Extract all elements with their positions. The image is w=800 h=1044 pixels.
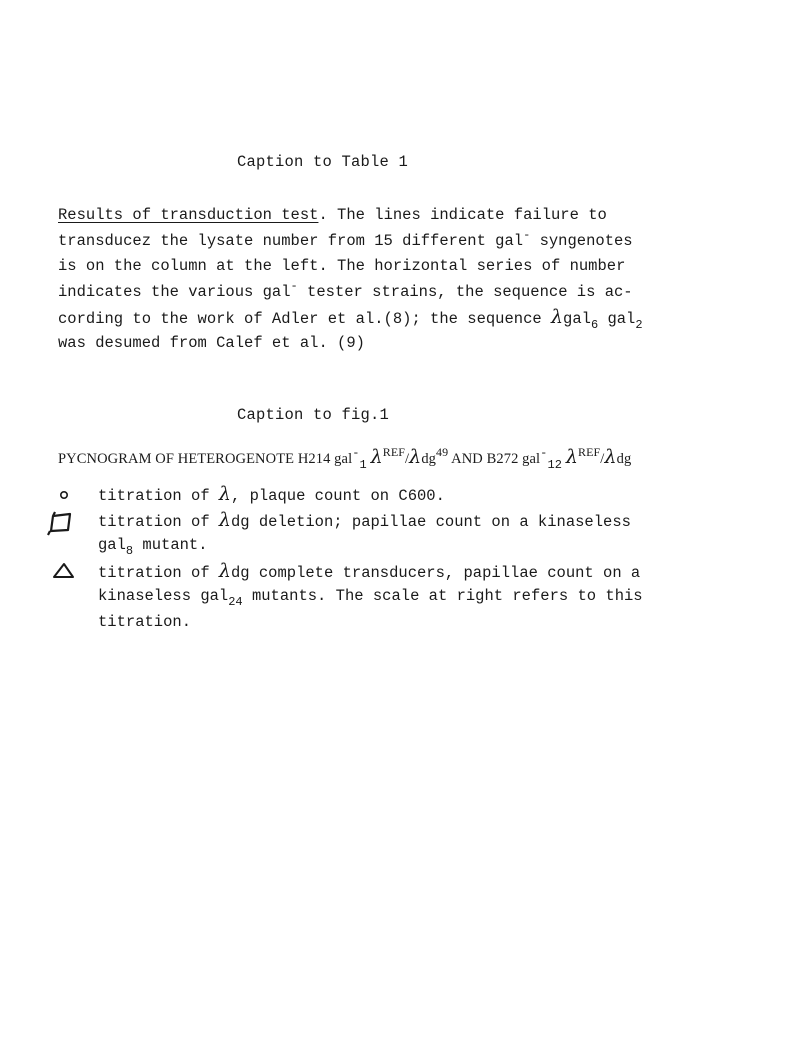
legend-item-triangle: titration of λdg complete transducers, papillae count on a kinaseless gal$_{24}$ mutants. The scale at right refers to this titration. xyxy=(44,559,764,636)
table-caption-title: Caption to Table 1 xyxy=(237,153,409,171)
fig-caption-title: Caption to fig.1 xyxy=(237,406,390,424)
paragraph-line: was desumed from Calef et al. (9) xyxy=(58,333,365,352)
pycnogram-heading: PYCNOGRAM OF HETEROGENOTE H214 gal-$_1$ $\lambda^{REF}/\lambda dg^{49}$ AND B272 gal-$_{12}$ $\lambda^{REF}$/λdg xyxy=(58,445,632,472)
legend-item-circle: titration of λ, plaque count on C600. xyxy=(44,482,764,508)
lambda-symbol: λ xyxy=(218,483,231,505)
figure-legend xyxy=(44,482,764,635)
triangle-symbol-icon xyxy=(44,559,84,584)
table-caption-paragraph xyxy=(58,203,758,356)
lambda-symbol: λ xyxy=(565,446,578,468)
paragraph-line: Results of transduction test. The lines indicate failure to xyxy=(58,206,607,224)
lambda-symbol: λ xyxy=(218,508,231,531)
circle-symbol-icon xyxy=(44,482,84,507)
lambda-symbol: λ xyxy=(604,446,617,468)
legend-item-square: titration of λdg deletion; papillae count on a kinaseless gal$_8$ mutant. xyxy=(44,508,764,559)
lambda-symbol: λ xyxy=(218,559,231,582)
lambda-symbol: λ xyxy=(550,306,564,328)
caption-lead-phrase: Results of transduction test xyxy=(58,206,319,224)
square-symbol-icon xyxy=(44,508,84,533)
paragraph-line: is on the column at the left. The horizontal series of number xyxy=(58,257,626,275)
lambda-symbol: λ xyxy=(409,446,422,468)
lambda-symbol: λ xyxy=(370,446,383,468)
paragraph-line: indicates the various gal- tester strains, the sequence is ac- xyxy=(58,278,633,301)
paragraph-line: transducez the lysate number from 15 different gal- syngenotes xyxy=(58,227,633,250)
paragraph-line: cording to the work of Adler et al.(8); the sequence λgal$_6$ gal$_2$ xyxy=(58,306,643,332)
